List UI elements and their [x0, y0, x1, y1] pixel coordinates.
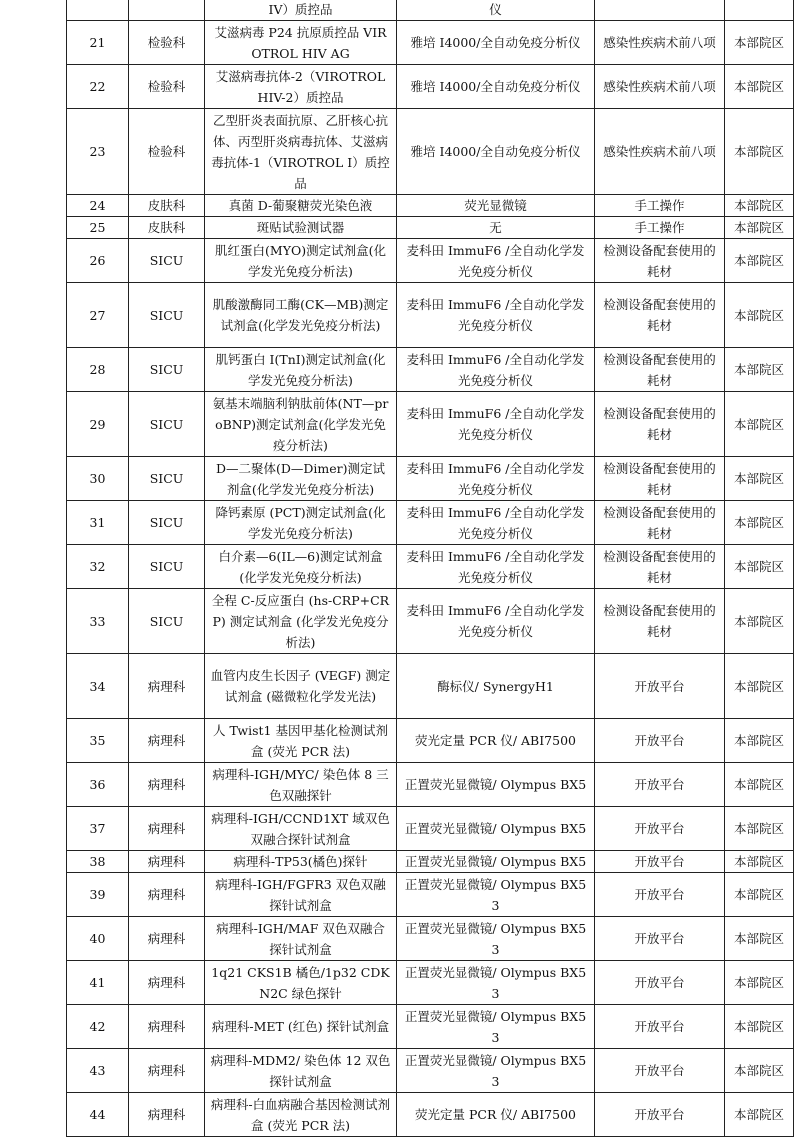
campus-cell: 本部院区: [725, 217, 794, 239]
instrument-cell: 麦科田 ImmuF6 /全自动化学发光免疫分析仪: [397, 501, 595, 545]
instrument-cell: 正置荧光显微镜/ Olympus BX53: [397, 961, 595, 1005]
campus-cell: 本部院区: [725, 763, 794, 807]
department-cell: SICU: [129, 283, 205, 348]
instrument-cell: 雅培 I4000/全自动免疫分析仪: [397, 65, 595, 109]
reagent-table: [66, 0, 794, 1137]
instrument-cell: 麦科田 ImmuF6 /全自动化学发光免疫分析仪: [397, 392, 595, 457]
campus-cell: 本部院区: [725, 392, 794, 457]
row-number-cell: 25: [67, 217, 129, 239]
department-cell: 皮肤科: [129, 217, 205, 239]
row-number-cell: 22: [67, 65, 129, 109]
purpose-cell: 检测设备配套使用的耗材: [595, 457, 725, 501]
purpose-cell: 检测设备配套使用的耗材: [595, 589, 725, 654]
row-number-cell: 32: [67, 545, 129, 589]
table-body: [67, 0, 794, 1137]
campus-cell: [725, 0, 794, 21]
purpose-cell: 开放平台: [595, 719, 725, 763]
reagent-name-cell: 病理科-MDM2/ 染色体 12 双色探针试剂盒: [205, 1049, 397, 1093]
purpose-cell: 感染性疾病术前八项: [595, 21, 725, 65]
campus-cell: 本部院区: [725, 961, 794, 1005]
instrument-cell: 麦科田 ImmuF6 /全自动化学发光免疫分析仪: [397, 589, 595, 654]
reagent-name-cell: 氨基末端脑利钠肽前体(NT—proBNP)测定试剂盒(化学发光免疫分析法): [205, 392, 397, 457]
department-cell: 病理科: [129, 1005, 205, 1049]
campus-cell: 本部院区: [725, 719, 794, 763]
table-row: [67, 21, 794, 65]
instrument-cell: 正置荧光显微镜/ Olympus BX53: [397, 1005, 595, 1049]
department-cell: 皮肤科: [129, 195, 205, 217]
table-row: [67, 217, 794, 239]
reagent-name-cell: 肌钙蛋白 I(TnI)测定试剂盒(化学发光免疫分析法): [205, 348, 397, 392]
purpose-cell: 开放平台: [595, 654, 725, 719]
row-number-cell: 37: [67, 807, 129, 851]
table-row: [67, 589, 794, 654]
row-number-cell: 30: [67, 457, 129, 501]
table-row: [67, 763, 794, 807]
purpose-cell: 开放平台: [595, 807, 725, 851]
table-row: [67, 654, 794, 719]
department-cell: 病理科: [129, 851, 205, 873]
instrument-cell: 无: [397, 217, 595, 239]
reagent-name-cell: 人 Twist1 基因甲基化检测试剂盒 (荧光 PCR 法): [205, 719, 397, 763]
row-number-cell: 23: [67, 109, 129, 195]
table-row: [67, 457, 794, 501]
row-number-cell: 27: [67, 283, 129, 348]
instrument-cell: 荧光显微镜: [397, 195, 595, 217]
instrument-cell: 正置荧光显微镜/ Olympus BX5: [397, 763, 595, 807]
campus-cell: 本部院区: [725, 545, 794, 589]
instrument-cell: 麦科田 ImmuF6 /全自动化学发光免疫分析仪: [397, 348, 595, 392]
campus-cell: 本部院区: [725, 917, 794, 961]
instrument-cell: 酶标仪/ SynergyH1: [397, 654, 595, 719]
reagent-name-cell: 乙型肝炎表面抗原、乙肝核心抗体、丙型肝炎病毒抗体、艾滋病毒抗体-1（VIROTROL I）质控品: [205, 109, 397, 195]
campus-cell: 本部院区: [725, 589, 794, 654]
table-row: [67, 392, 794, 457]
instrument-cell: 仪: [397, 0, 595, 21]
instrument-cell: 正置荧光显微镜/ Olympus BX53: [397, 873, 595, 917]
department-cell: SICU: [129, 589, 205, 654]
purpose-cell: 开放平台: [595, 961, 725, 1005]
table-row: [67, 1049, 794, 1093]
reagent-name-cell: 肌酸激酶同工酶(CK—MB)测定试剂盒(化学发光免疫分析法): [205, 283, 397, 348]
row-number-cell: 40: [67, 917, 129, 961]
table-row: [67, 0, 794, 21]
instrument-cell: 雅培 I4000/全自动免疫分析仪: [397, 21, 595, 65]
instrument-cell: 正置荧光显微镜/ Olympus BX53: [397, 1049, 595, 1093]
row-number-cell: 41: [67, 961, 129, 1005]
campus-cell: 本部院区: [725, 65, 794, 109]
campus-cell: 本部院区: [725, 1049, 794, 1093]
reagent-name-cell: 病理科-IGH/MAF 双色双融合探针试剂盒: [205, 917, 397, 961]
campus-cell: 本部院区: [725, 501, 794, 545]
purpose-cell: 检测设备配套使用的耗材: [595, 545, 725, 589]
row-number-cell: 38: [67, 851, 129, 873]
row-number-cell: 28: [67, 348, 129, 392]
row-number-cell: 34: [67, 654, 129, 719]
campus-cell: 本部院区: [725, 851, 794, 873]
table-row: [67, 719, 794, 763]
row-number-cell: 31: [67, 501, 129, 545]
instrument-cell: 雅培 I4000/全自动免疫分析仪: [397, 109, 595, 195]
campus-cell: 本部院区: [725, 195, 794, 217]
row-number-cell: [67, 0, 129, 21]
reagent-name-cell: 全程 C-反应蛋白 (hs-CRP+CRP) 测定试剂盒 (化学发光免疫分析法): [205, 589, 397, 654]
reagent-name-cell: 艾滋病毒 P24 抗原质控品 VIROTROL HIV AG: [205, 21, 397, 65]
purpose-cell: 手工操作: [595, 217, 725, 239]
instrument-cell: 荧光定量 PCR 仪/ ABI7500: [397, 719, 595, 763]
reagent-name-cell: 1q21 CKS1B 橘色/1p32 CDKN2C 绿色探针: [205, 961, 397, 1005]
table-row: [67, 239, 794, 283]
purpose-cell: 检测设备配套使用的耗材: [595, 239, 725, 283]
campus-cell: 本部院区: [725, 109, 794, 195]
instrument-cell: 荧光定量 PCR 仪/ ABI7500: [397, 1093, 595, 1137]
reagent-name-cell: 病理科-白血病融合基因检测试剂盒 (荧光 PCR 法): [205, 1093, 397, 1137]
campus-cell: 本部院区: [725, 654, 794, 719]
instrument-cell: 麦科田 ImmuF6 /全自动化学发光免疫分析仪: [397, 239, 595, 283]
department-cell: 病理科: [129, 873, 205, 917]
table-row: [67, 851, 794, 873]
campus-cell: 本部院区: [725, 283, 794, 348]
reagent-name-cell: 病理科-IGH/CCND1XT 域双色双融合探针试剂盒: [205, 807, 397, 851]
purpose-cell: 开放平台: [595, 1005, 725, 1049]
table-row: [67, 195, 794, 217]
purpose-cell: 开放平台: [595, 851, 725, 873]
instrument-cell: 麦科田 ImmuF6 /全自动化学发光免疫分析仪: [397, 457, 595, 501]
campus-cell: 本部院区: [725, 807, 794, 851]
reagent-name-cell: IV）质控品: [205, 0, 397, 21]
department-cell: SICU: [129, 348, 205, 392]
table-row: [67, 545, 794, 589]
row-number-cell: 35: [67, 719, 129, 763]
reagent-name-cell: 病理科-TP53(橘色)探针: [205, 851, 397, 873]
row-number-cell: 42: [67, 1005, 129, 1049]
table-row: [67, 283, 794, 348]
table-row: [67, 501, 794, 545]
department-cell: SICU: [129, 501, 205, 545]
instrument-cell: 正置荧光显微镜/ Olympus BX5: [397, 851, 595, 873]
reagent-name-cell: 病理科-MET (红色) 探针试剂盒: [205, 1005, 397, 1049]
table-row: [67, 65, 794, 109]
department-cell: 病理科: [129, 961, 205, 1005]
campus-cell: 本部院区: [725, 873, 794, 917]
table-row: [67, 917, 794, 961]
row-number-cell: 43: [67, 1049, 129, 1093]
purpose-cell: 开放平台: [595, 917, 725, 961]
reagent-name-cell: 白介素—6(IL—6)测定试剂盒(化学发光免疫分析法): [205, 545, 397, 589]
row-number-cell: 33: [67, 589, 129, 654]
department-cell: 病理科: [129, 917, 205, 961]
reagent-name-cell: 肌红蛋白(MYO)测定试剂盒(化学发光免疫分析法): [205, 239, 397, 283]
table-row: [67, 1005, 794, 1049]
row-number-cell: 39: [67, 873, 129, 917]
purpose-cell: 开放平台: [595, 1093, 725, 1137]
row-number-cell: 24: [67, 195, 129, 217]
department-cell: 病理科: [129, 719, 205, 763]
campus-cell: 本部院区: [725, 1093, 794, 1137]
purpose-cell: [595, 0, 725, 21]
reagent-name-cell: 真菌 D-葡聚糖荧光染色液: [205, 195, 397, 217]
row-number-cell: 29: [67, 392, 129, 457]
department-cell: SICU: [129, 392, 205, 457]
campus-cell: 本部院区: [725, 21, 794, 65]
instrument-cell: 正置荧光显微镜/ Olympus BX5: [397, 807, 595, 851]
department-cell: 病理科: [129, 654, 205, 719]
department-cell: SICU: [129, 457, 205, 501]
campus-cell: 本部院区: [725, 348, 794, 392]
table-row: [67, 1093, 794, 1137]
purpose-cell: 感染性疾病术前八项: [595, 109, 725, 195]
campus-cell: 本部院区: [725, 239, 794, 283]
campus-cell: 本部院区: [725, 1005, 794, 1049]
reagent-name-cell: 病理科-IGH/MYC/ 染色体 8 三色双融探针: [205, 763, 397, 807]
department-cell: 病理科: [129, 1049, 205, 1093]
table-row: [67, 873, 794, 917]
instrument-cell: 麦科田 ImmuF6 /全自动化学发光免疫分析仪: [397, 283, 595, 348]
reagent-name-cell: 斑贴试验测试器: [205, 217, 397, 239]
department-cell: SICU: [129, 545, 205, 589]
instrument-cell: 麦科田 ImmuF6 /全自动化学发光免疫分析仪: [397, 545, 595, 589]
campus-cell: 本部院区: [725, 457, 794, 501]
department-cell: 病理科: [129, 763, 205, 807]
row-number-cell: 44: [67, 1093, 129, 1137]
department-cell: 病理科: [129, 807, 205, 851]
reagent-name-cell: 艾滋病毒抗体-2（VIROTROL HIV-2）质控品: [205, 65, 397, 109]
table-row: [67, 961, 794, 1005]
row-number-cell: 26: [67, 239, 129, 283]
department-cell: 病理科: [129, 1093, 205, 1137]
purpose-cell: 开放平台: [595, 1049, 725, 1093]
instrument-cell: 正置荧光显微镜/ Olympus BX53: [397, 917, 595, 961]
table-row: [67, 807, 794, 851]
purpose-cell: 开放平台: [595, 763, 725, 807]
purpose-cell: 检测设备配套使用的耗材: [595, 501, 725, 545]
purpose-cell: 手工操作: [595, 195, 725, 217]
row-number-cell: 36: [67, 763, 129, 807]
department-cell: SICU: [129, 239, 205, 283]
department-cell: [129, 0, 205, 21]
department-cell: 检验科: [129, 109, 205, 195]
department-cell: 检验科: [129, 65, 205, 109]
table-row: [67, 109, 794, 195]
table-row: [67, 348, 794, 392]
reagent-name-cell: 降钙素原 (PCT)测定试剂盒(化学发光免疫分析法): [205, 501, 397, 545]
purpose-cell: 开放平台: [595, 873, 725, 917]
purpose-cell: 检测设备配套使用的耗材: [595, 348, 725, 392]
reagent-name-cell: D—二聚体(D—Dimer)测定试剂盒(化学发光免疫分析法): [205, 457, 397, 501]
department-cell: 检验科: [129, 21, 205, 65]
purpose-cell: 检测设备配套使用的耗材: [595, 283, 725, 348]
reagent-name-cell: 血管内皮生长因子 (VEGF) 测定试剂盒 (磁微粒化学发光法): [205, 654, 397, 719]
purpose-cell: 检测设备配套使用的耗材: [595, 392, 725, 457]
row-number-cell: 21: [67, 21, 129, 65]
reagent-name-cell: 病理科-IGH/FGFR3 双色双融探针试剂盒: [205, 873, 397, 917]
purpose-cell: 感染性疾病术前八项: [595, 65, 725, 109]
